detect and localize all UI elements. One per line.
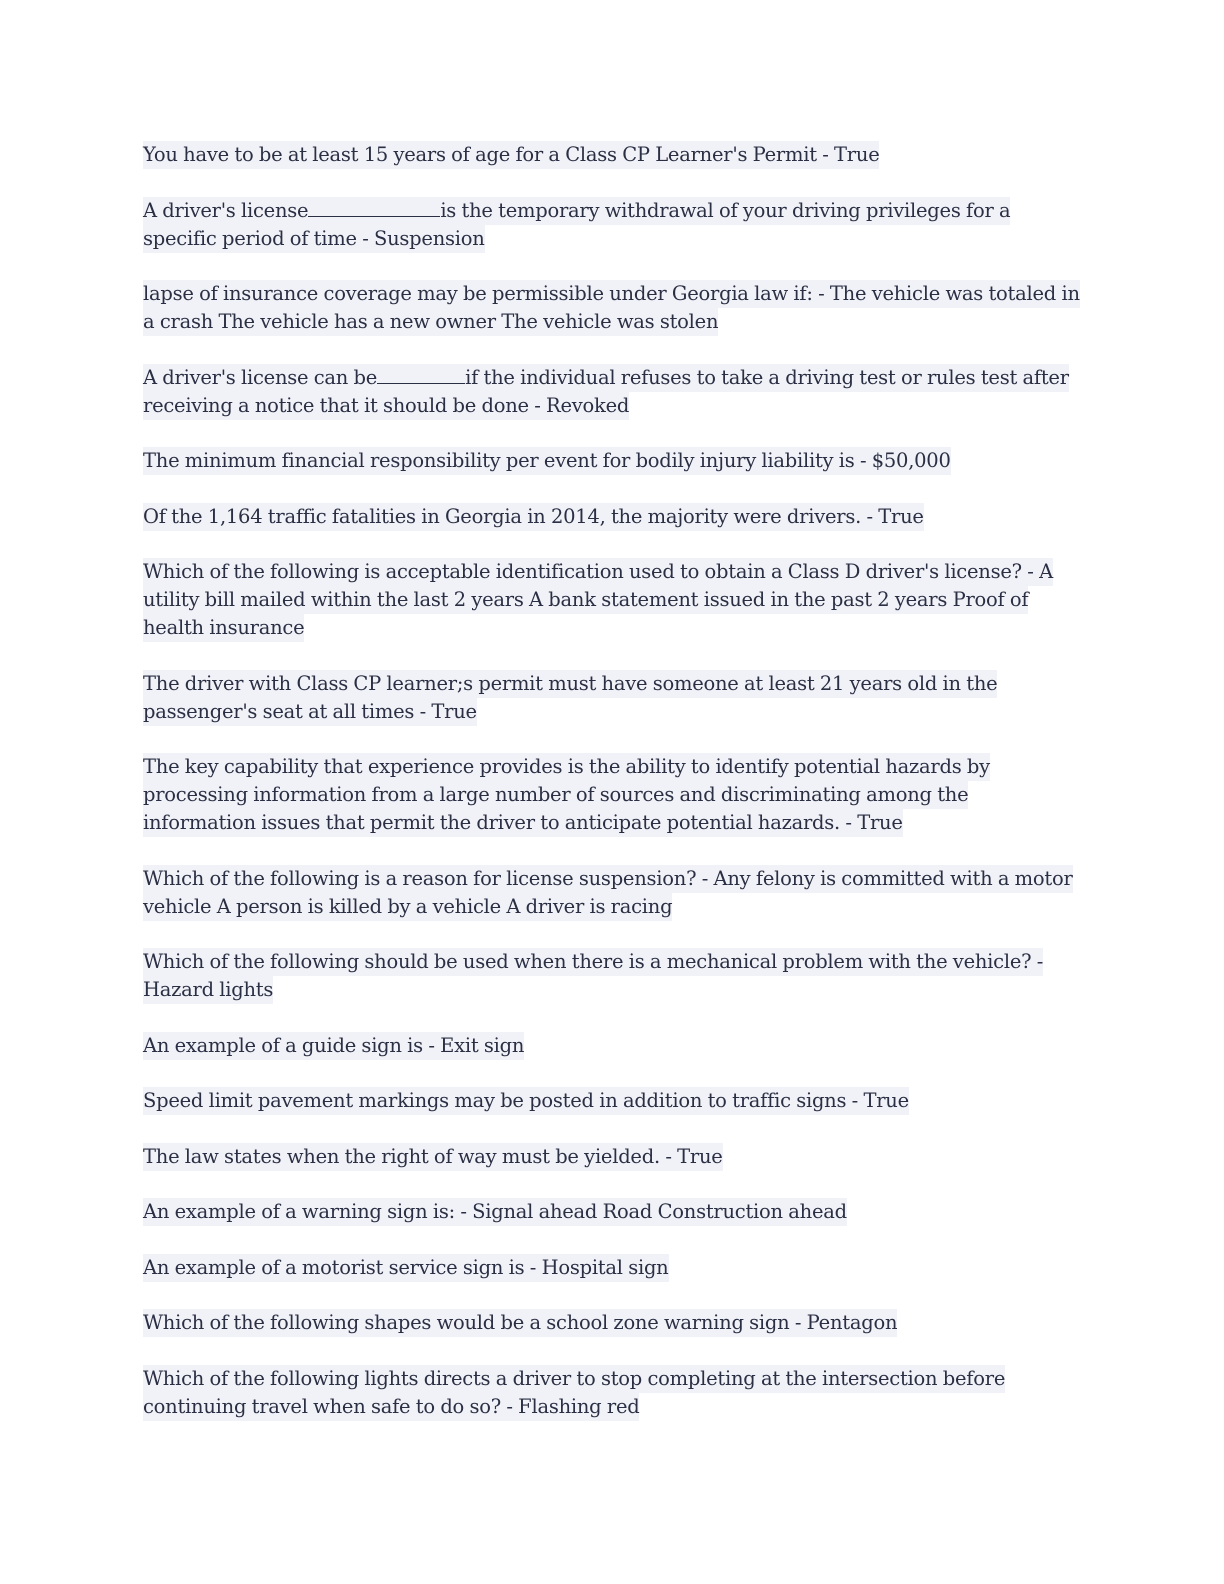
qa-item-5 [143,447,1083,475]
qa-text: Which of the following is acceptable identification used to obtain a Class D driver's license? - A utility bill mailed within the last 2 years A bank statement issued in the past 2 years Proof of health insurance [143,558,1053,642]
qa-text: lapse of insurance coverage may be permissible under Georgia law if: - The vehicle was totaled in a crash The vehicle has a new owner The vehicle was stolen [143,280,1080,336]
qa-text: An example of a motorist service sign is - Hospital sign [143,1254,669,1282]
qa-text: The driver with Class CP learner;s permit must have someone at least 21 years old in the passenger's seat at all times - True [143,670,997,726]
qa-item-6 [143,503,1083,531]
qa-item-18 [143,1365,1083,1421]
qa-item-16 [143,1254,1083,1282]
qa-item-10 [143,865,1083,921]
qa-item-4 [143,364,1083,420]
qa-text: Which of the following should be used when there is a mechanical problem with the vehicle? - Hazard lights [143,948,1043,1004]
qa-text-start: A driver's license [143,198,309,222]
qa-item-12 [143,1032,1083,1060]
qa-item-1 [143,141,1083,169]
qa-item-14 [143,1143,1083,1171]
qa-item-3 [143,280,1083,336]
qa-item-17 [143,1309,1083,1337]
qa-text: The key capability that experience provides is the ability to identify potential hazards by processing information from a large number of sources and discriminating among the information issues that permit the driver to anticipate potential hazards. - True [143,753,990,837]
qa-text: Which of the following is a reason for license suspension? - Any felony is committed with a motor vehicle A person is killed by a vehicle A driver is racing [143,865,1073,921]
fill-in-blank [377,365,465,384]
qa-text: Which of the following shapes would be a school zone warning sign - Pentagon [143,1309,897,1337]
qa-item-7 [143,558,1083,642]
qa-text: An example of a warning sign is: - Signal ahead Road Construction ahead [143,1198,847,1226]
qa-text: Which of the following lights directs a driver to stop completing at the intersection before continuing travel when safe to do so? - Flashing red [143,1365,1005,1421]
qa-item-9 [143,753,1083,837]
qa-text-start: A driver's license can be [143,365,378,389]
qa-text: Of the 1,164 traffic fatalities in Georgia in 2014, the majority were drivers. - True [143,503,924,531]
qa-text: You have to be at least 15 years of age for a Class CP Learner's Permit - True [143,141,879,169]
qa-item-8 [143,670,1083,726]
qa-item-15 [143,1198,1083,1226]
qa-item-13 [143,1087,1083,1115]
qa-text-end: if the individual refuses to take a driving test or rules test after receiving a notice that it should be done - Revoked [143,365,1069,417]
qa-text: The law states when the right of way must be yielded. - True [143,1143,723,1171]
qa-text: The minimum financial responsibility per event for bodily injury liability is - $50,000 [143,447,951,475]
qa-text-end: is the temporary withdrawal of your driving privileges for a specific period of time - Suspension [143,198,1011,250]
fill-in-blank [308,198,440,217]
document-page [143,141,1083,1448]
qa-text: An example of a guide sign is - Exit sign [143,1032,524,1060]
qa-item-11 [143,948,1083,1004]
qa-item-2 [143,197,1083,253]
qa-text: Speed limit pavement markings may be posted in addition to traffic signs - True [143,1087,909,1115]
